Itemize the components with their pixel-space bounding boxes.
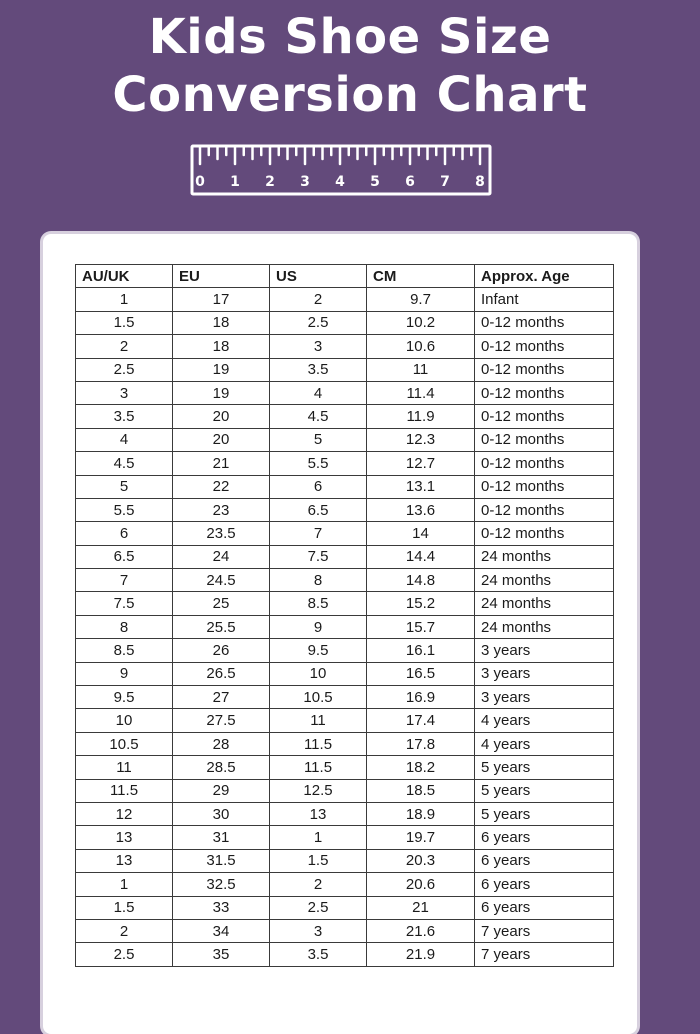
cell-us: 10 bbox=[270, 662, 367, 685]
ruler-mark-label: 8 bbox=[475, 174, 485, 190]
cell-eu: 26 bbox=[173, 639, 270, 662]
cell-au-uk: 1 bbox=[76, 873, 173, 896]
table-row bbox=[76, 709, 614, 732]
page-title bbox=[0, 8, 700, 124]
table-row bbox=[76, 498, 614, 521]
cell-eu: 27.5 bbox=[173, 709, 270, 732]
cell-approx-age: 5 years bbox=[475, 802, 614, 825]
ruler-mark-label: 0 bbox=[195, 174, 205, 190]
cell-au-uk: 9.5 bbox=[76, 686, 173, 709]
table-header-row bbox=[76, 265, 614, 288]
cell-us: 2 bbox=[270, 873, 367, 896]
cell-us: 6.5 bbox=[270, 498, 367, 521]
cell-au-uk: 1 bbox=[76, 288, 173, 311]
cell-us: 3.5 bbox=[270, 943, 367, 966]
cell-approx-age: 6 years bbox=[475, 826, 614, 849]
cell-cm: 17.8 bbox=[367, 732, 475, 755]
cell-approx-age: 24 months bbox=[475, 592, 614, 615]
cell-cm: 16.9 bbox=[367, 686, 475, 709]
cell-approx-age: 0-12 months bbox=[475, 522, 614, 545]
cell-eu: 25.5 bbox=[173, 615, 270, 638]
cell-au-uk: 4.5 bbox=[76, 452, 173, 475]
cell-approx-age: 6 years bbox=[475, 896, 614, 919]
cell-us: 1 bbox=[270, 826, 367, 849]
cell-cm: 15.7 bbox=[367, 615, 475, 638]
table-row bbox=[76, 919, 614, 942]
cell-cm: 12.3 bbox=[367, 428, 475, 451]
cell-us: 13 bbox=[270, 802, 367, 825]
table-row bbox=[76, 452, 614, 475]
cell-approx-age: 0-12 months bbox=[475, 498, 614, 521]
ruler-mark-label: 3 bbox=[300, 174, 310, 190]
cell-approx-age: 4 years bbox=[475, 709, 614, 732]
table-row bbox=[76, 475, 614, 498]
table-row bbox=[76, 779, 614, 802]
cell-cm: 10.6 bbox=[367, 335, 475, 358]
cell-au-uk: 13 bbox=[76, 826, 173, 849]
table-row bbox=[76, 335, 614, 358]
cell-us: 7 bbox=[270, 522, 367, 545]
cell-approx-age: Infant bbox=[475, 288, 614, 311]
cell-eu: 19 bbox=[173, 358, 270, 381]
cell-us: 6 bbox=[270, 475, 367, 498]
header-au-uk: AU/UK bbox=[76, 265, 173, 288]
cell-au-uk: 11.5 bbox=[76, 779, 173, 802]
cell-approx-age: 24 months bbox=[475, 545, 614, 568]
cell-au-uk: 3 bbox=[76, 381, 173, 404]
cell-cm: 18.9 bbox=[367, 802, 475, 825]
cell-eu: 33 bbox=[173, 896, 270, 919]
title-line-2: Conversion Chart bbox=[112, 67, 588, 123]
title-line-1: Kids Shoe Size bbox=[148, 9, 552, 65]
table-row bbox=[76, 639, 614, 662]
cell-cm: 21.9 bbox=[367, 943, 475, 966]
cell-approx-age: 3 years bbox=[475, 662, 614, 685]
cell-eu: 26.5 bbox=[173, 662, 270, 685]
cell-cm: 16.1 bbox=[367, 639, 475, 662]
cell-us: 5 bbox=[270, 428, 367, 451]
cell-us: 4 bbox=[270, 381, 367, 404]
ruler-mark-label: 1 bbox=[230, 174, 240, 190]
cell-cm: 13.6 bbox=[367, 498, 475, 521]
cell-au-uk: 6 bbox=[76, 522, 173, 545]
cell-us: 3 bbox=[270, 919, 367, 942]
cell-approx-age: 6 years bbox=[475, 849, 614, 872]
table-row bbox=[76, 873, 614, 896]
cell-cm: 11.9 bbox=[367, 405, 475, 428]
cell-eu: 23 bbox=[173, 498, 270, 521]
cell-cm: 18.5 bbox=[367, 779, 475, 802]
cell-au-uk: 6.5 bbox=[76, 545, 173, 568]
cell-approx-age: 7 years bbox=[475, 919, 614, 942]
cell-approx-age: 7 years bbox=[475, 943, 614, 966]
cell-approx-age: 3 years bbox=[475, 686, 614, 709]
cell-eu: 21 bbox=[173, 452, 270, 475]
cell-eu: 28 bbox=[173, 732, 270, 755]
cell-au-uk: 12 bbox=[76, 802, 173, 825]
cell-cm: 11 bbox=[367, 358, 475, 381]
cell-eu: 27 bbox=[173, 686, 270, 709]
cell-au-uk: 7 bbox=[76, 569, 173, 592]
table-row bbox=[76, 686, 614, 709]
cell-us: 11.5 bbox=[270, 756, 367, 779]
ruler-mark-label: 7 bbox=[440, 174, 450, 190]
cell-au-uk: 10 bbox=[76, 709, 173, 732]
cell-us: 2 bbox=[270, 288, 367, 311]
cell-au-uk: 5 bbox=[76, 475, 173, 498]
cell-approx-age: 0-12 months bbox=[475, 428, 614, 451]
ruler-mark-label: 4 bbox=[335, 174, 345, 190]
cell-cm: 20.6 bbox=[367, 873, 475, 896]
cell-us: 3.5 bbox=[270, 358, 367, 381]
cell-approx-age: 0-12 months bbox=[475, 452, 614, 475]
cell-au-uk: 13 bbox=[76, 849, 173, 872]
cell-us: 8.5 bbox=[270, 592, 367, 615]
table-row bbox=[76, 592, 614, 615]
cell-approx-age: 4 years bbox=[475, 732, 614, 755]
cell-cm: 10.2 bbox=[367, 311, 475, 334]
table-row bbox=[76, 569, 614, 592]
cell-eu: 35 bbox=[173, 943, 270, 966]
cell-eu: 23.5 bbox=[173, 522, 270, 545]
cell-us: 9 bbox=[270, 615, 367, 638]
cell-cm: 15.2 bbox=[367, 592, 475, 615]
chart-card bbox=[43, 234, 637, 1034]
table-row bbox=[76, 662, 614, 685]
cell-cm: 14.8 bbox=[367, 569, 475, 592]
ruler-mark-label: 6 bbox=[405, 174, 415, 190]
table-row bbox=[76, 358, 614, 381]
cell-eu: 22 bbox=[173, 475, 270, 498]
table-row bbox=[76, 826, 614, 849]
cell-us: 10.5 bbox=[270, 686, 367, 709]
cell-cm: 20.3 bbox=[367, 849, 475, 872]
cell-au-uk: 3.5 bbox=[76, 405, 173, 428]
cell-eu: 30 bbox=[173, 802, 270, 825]
cell-cm: 16.5 bbox=[367, 662, 475, 685]
cell-approx-age: 5 years bbox=[475, 779, 614, 802]
table-row bbox=[76, 615, 614, 638]
cell-eu: 34 bbox=[173, 919, 270, 942]
cell-eu: 20 bbox=[173, 428, 270, 451]
cell-eu: 25 bbox=[173, 592, 270, 615]
table-row bbox=[76, 545, 614, 568]
cell-cm: 21 bbox=[367, 896, 475, 919]
header-approx-age: Approx. Age bbox=[475, 265, 614, 288]
cell-approx-age: 3 years bbox=[475, 639, 614, 662]
cell-au-uk: 4 bbox=[76, 428, 173, 451]
table-row bbox=[76, 849, 614, 872]
header-us: US bbox=[270, 265, 367, 288]
cell-cm: 17.4 bbox=[367, 709, 475, 732]
cell-cm: 18.2 bbox=[367, 756, 475, 779]
cell-eu: 19 bbox=[173, 381, 270, 404]
cell-eu: 31.5 bbox=[173, 849, 270, 872]
cell-us: 4.5 bbox=[270, 405, 367, 428]
table-row bbox=[76, 732, 614, 755]
cell-approx-age: 0-12 months bbox=[475, 335, 614, 358]
cell-au-uk: 2.5 bbox=[76, 358, 173, 381]
table-row bbox=[76, 288, 614, 311]
cell-approx-age: 0-12 months bbox=[475, 405, 614, 428]
cell-approx-age: 0-12 months bbox=[475, 311, 614, 334]
ruler-mark-label: 5 bbox=[370, 174, 380, 190]
cell-approx-age: 0-12 months bbox=[475, 475, 614, 498]
table-row bbox=[76, 381, 614, 404]
cell-eu: 29 bbox=[173, 779, 270, 802]
cell-au-uk: 2.5 bbox=[76, 943, 173, 966]
cell-cm: 11.4 bbox=[367, 381, 475, 404]
cell-approx-age: 24 months bbox=[475, 569, 614, 592]
cell-us: 11.5 bbox=[270, 732, 367, 755]
cell-cm: 12.7 bbox=[367, 452, 475, 475]
cell-eu: 17 bbox=[173, 288, 270, 311]
cell-au-uk: 2 bbox=[76, 919, 173, 942]
cell-eu: 20 bbox=[173, 405, 270, 428]
cell-approx-age: 6 years bbox=[475, 873, 614, 896]
cell-eu: 31 bbox=[173, 826, 270, 849]
cell-cm: 21.6 bbox=[367, 919, 475, 942]
cell-cm: 14.4 bbox=[367, 545, 475, 568]
cell-us: 1.5 bbox=[270, 849, 367, 872]
cell-au-uk: 2 bbox=[76, 335, 173, 358]
cell-au-uk: 7.5 bbox=[76, 592, 173, 615]
cell-approx-age: 0-12 months bbox=[475, 381, 614, 404]
cell-us: 8 bbox=[270, 569, 367, 592]
cell-us: 7.5 bbox=[270, 545, 367, 568]
table-row bbox=[76, 522, 614, 545]
table-row bbox=[76, 405, 614, 428]
cell-us: 11 bbox=[270, 709, 367, 732]
cell-cm: 13.1 bbox=[367, 475, 475, 498]
cell-cm: 19.7 bbox=[367, 826, 475, 849]
cell-us: 5.5 bbox=[270, 452, 367, 475]
cell-au-uk: 8.5 bbox=[76, 639, 173, 662]
cell-au-uk: 10.5 bbox=[76, 732, 173, 755]
cell-au-uk: 1.5 bbox=[76, 896, 173, 919]
cell-eu: 24.5 bbox=[173, 569, 270, 592]
header-eu: EU bbox=[173, 265, 270, 288]
table-row bbox=[76, 311, 614, 334]
ruler-icon bbox=[190, 144, 492, 196]
cell-au-uk: 9 bbox=[76, 662, 173, 685]
cell-eu: 18 bbox=[173, 335, 270, 358]
cell-eu: 24 bbox=[173, 545, 270, 568]
cell-au-uk: 1.5 bbox=[76, 311, 173, 334]
table-row bbox=[76, 756, 614, 779]
cell-au-uk: 8 bbox=[76, 615, 173, 638]
cell-eu: 18 bbox=[173, 311, 270, 334]
cell-cm: 14 bbox=[367, 522, 475, 545]
table-row bbox=[76, 943, 614, 966]
cell-approx-age: 5 years bbox=[475, 756, 614, 779]
cell-eu: 28.5 bbox=[173, 756, 270, 779]
cell-us: 2.5 bbox=[270, 311, 367, 334]
cell-eu: 32.5 bbox=[173, 873, 270, 896]
ruler-mark-label: 2 bbox=[265, 174, 275, 190]
cell-approx-age: 24 months bbox=[475, 615, 614, 638]
cell-cm: 9.7 bbox=[367, 288, 475, 311]
cell-us: 9.5 bbox=[270, 639, 367, 662]
cell-us: 3 bbox=[270, 335, 367, 358]
table-row bbox=[76, 428, 614, 451]
table-row bbox=[76, 896, 614, 919]
header-cm: CM bbox=[367, 265, 475, 288]
cell-au-uk: 11 bbox=[76, 756, 173, 779]
cell-us: 12.5 bbox=[270, 779, 367, 802]
size-conversion-table bbox=[75, 264, 614, 967]
cell-approx-age: 0-12 months bbox=[475, 358, 614, 381]
cell-us: 2.5 bbox=[270, 896, 367, 919]
cell-au-uk: 5.5 bbox=[76, 498, 173, 521]
table-row bbox=[76, 802, 614, 825]
